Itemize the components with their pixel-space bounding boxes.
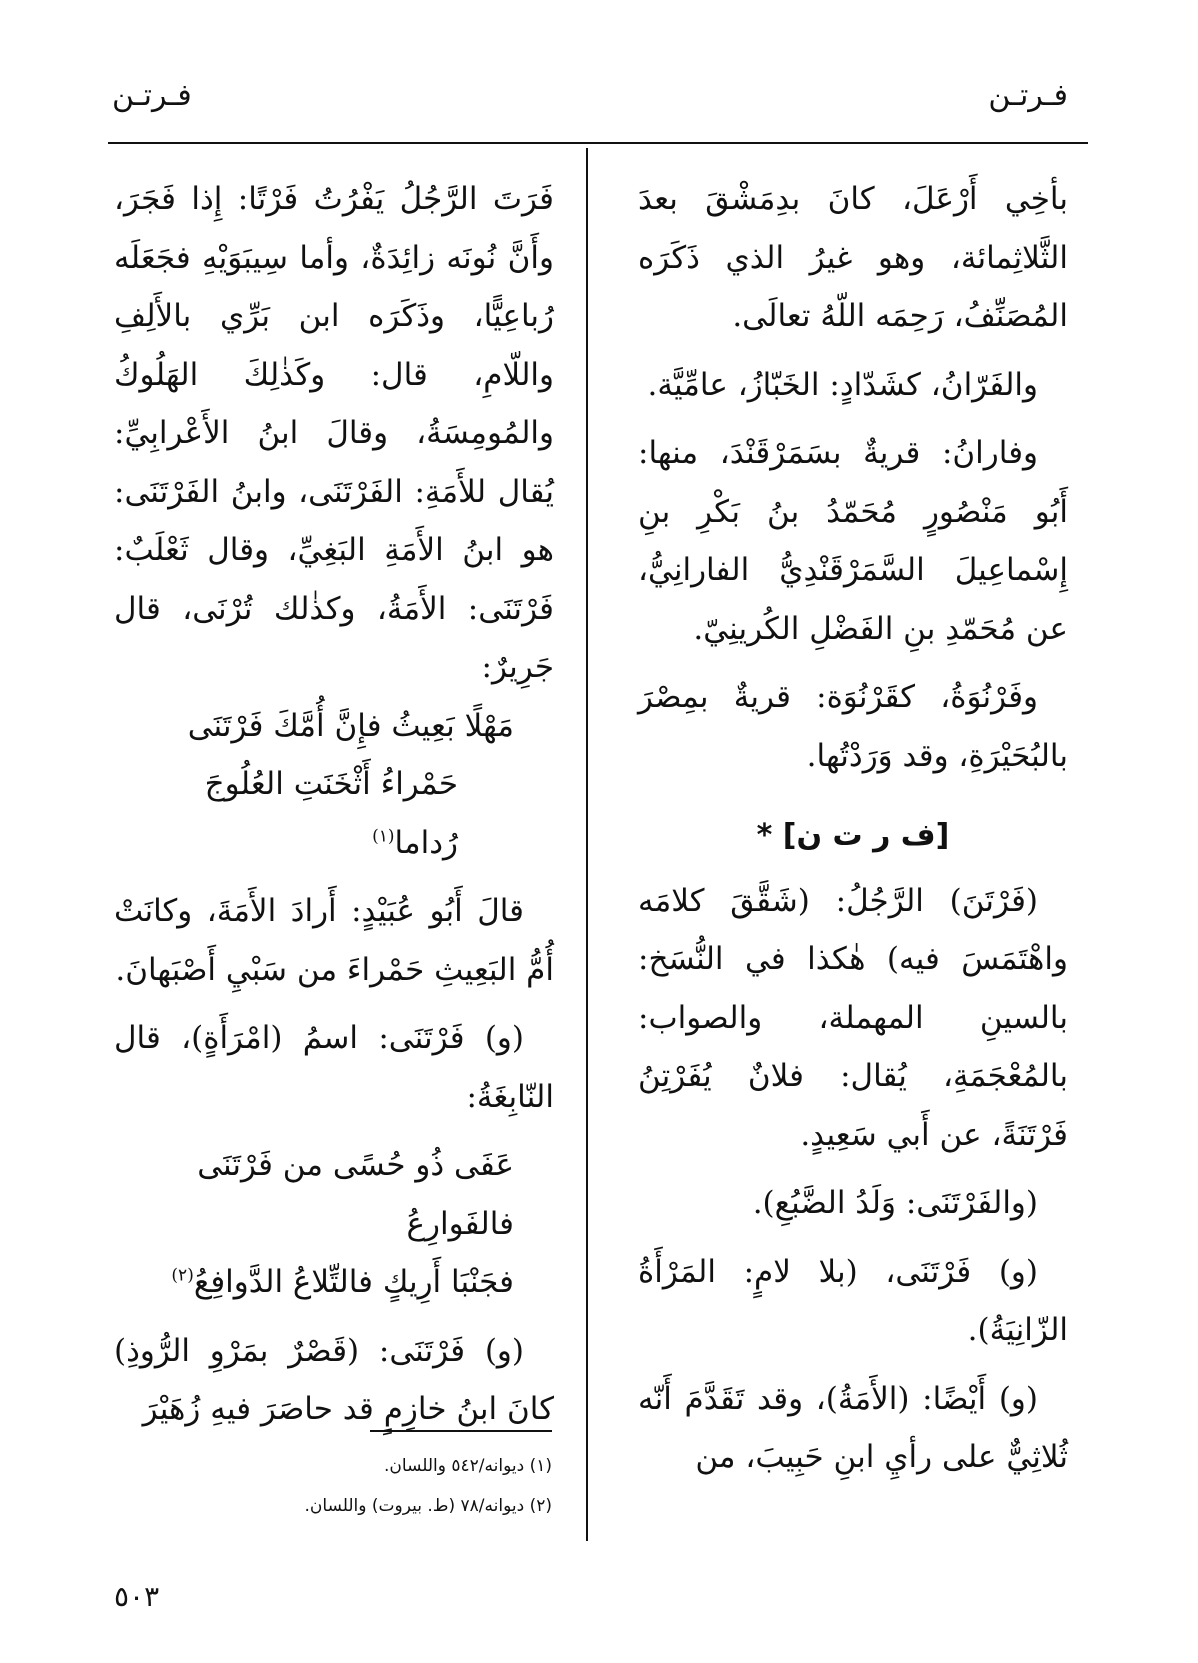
- column-divider: [586, 148, 588, 1541]
- paragraph: (و) أَيْضًا: (الأَمَةُ)، وقد تَقَدَّمَ أَنّه ثُلاثِيٌّ على رأيِ ابنِ حَبِيبَ، من: [638, 1380, 1068, 1475]
- footnote-ref: (١): [372, 826, 395, 847]
- verse-line: عَفَى ذُو حُسًى من فَرْتَنَى فالفَوارِعُ: [197, 1147, 514, 1242]
- verse: [114, 1136, 554, 1312]
- running-header-right: فـرتـن: [988, 78, 1068, 113]
- paragraph: والفَرّانُ، كشَدّادٍ: الخَبّازُ، عامِّيَّة.: [647, 366, 1038, 403]
- verse-line-text: فجَنْبَا أَرِيكٍ فالتِّلاعُ الدَّوافِعُ: [193, 1264, 514, 1300]
- entry-heading: [ف ر ت ن] *: [756, 818, 950, 853]
- paragraph: (والفَرْتَنَى: وَلَدُ الضَّبُعِ).: [752, 1185, 1038, 1221]
- paragraph: (و) فَرْتَنَى: (قَصْرٌ بمَرْوِ الرُّوذِ) كانَ ابنُ خازِمٍ قد حاصَرَ فيهِ زُهَيْرَ: [114, 1332, 554, 1427]
- footnotes: [112, 1446, 552, 1526]
- paragraph: قالَ أَبُو عُبَيْدٍ: أَرادَ الأَمَةَ، وكانَتْ أُمُّ البَعِيثِ حَمْراءَ من سَبْيِ أَصْبَهانَ.: [114, 893, 554, 988]
- paragraph: بأخِي أَرْعَلَ، كانَ بدِمَشْقَ بعدَ الثَّلاثِمائة، وهو غيرُ الذي ذَكَرَه المُصَنِّفُ، رَحِمَه اللّهُ تعالَى.: [638, 181, 1068, 334]
- verse-line: مَهْلًا بَعِيثُ فإِنَّ أُمَّكَ فَرْتَنَى: [187, 707, 514, 744]
- paragraph: وفارانُ: قريةٌ بسَمَرْقَنْدَ، منها: أَبُو مَنْصُورٍ مُحَمّدُ بنُ بَكْرِ بنِ إِسْماعِيلَ السَّمَرْقَنْدِيُّ الفارانِيُّ، عن مُحَمّدِ بنِ الفَضْلِ الكُرينِيّ.: [638, 435, 1068, 647]
- header-rule: [108, 142, 1088, 144]
- paragraph: وفَرْنُوَةُ، كقَرْنُوَة: قريةٌ بمِصْرَ بالبُحَيْرَةِ، وقد وَرَدْتُها.: [638, 679, 1068, 774]
- verse-line-text: حَمْراءُ أَثْخَنَتِ العُلُوجَ رُداما: [204, 766, 458, 861]
- running-header-left: فـرتـن: [112, 78, 192, 113]
- footnote-ref: (٢): [171, 1265, 194, 1286]
- paragraph: (و) فَرْتَنَى، (بلا لامٍ: المَرْأَةُ الزّانِيَةُ).: [638, 1253, 1068, 1348]
- paragraph: (و) فَرْتَنَى: اسمُ (امْرَأَةٍ)، قال النّابِغَةُ:: [114, 1020, 554, 1115]
- footnote: (١) ديوانه/٥٤٢ واللسان.: [384, 1456, 552, 1476]
- verse: [114, 697, 554, 873]
- left-column: [114, 170, 554, 1439]
- paragraph: (فَرْتَنَ) الرَّجُلُ: (شَقَّقَ كلامَه واهْتَمَسَ فيه) هٰكذا في النُّسَخ: بالسينِ المهملة، والصواب: بالمُعْجَمَةِ، يُقال: فلانٌ يُفَرْتِنُ فَرْتَنَةً، عن أَبي سَعِيدٍ.: [638, 882, 1068, 1153]
- verse-line: [114, 755, 554, 872]
- footnote: (٢) ديوانه/٧٨ (ط. بيروت) واللسان.: [304, 1496, 552, 1516]
- footnote-rule: [370, 1430, 552, 1432]
- page-number: ٥٠٣: [114, 1580, 160, 1613]
- verse-line: [114, 1253, 554, 1312]
- paragraph: فَرَتَ الرَّجُلُ يَفْرُتُ فَرْتًا: إِذا فَجَرَ، وأَنَّ نُونَه زائِدَةٌ، وأما سِيبَوَيْهِ فجَعَلَه رُباعِيًّا، وذَكَرَه ابن بَرِّي بالأَلِفِ واللّامِ، قال: وكَذٰلِكَ الهَلُوكُ والمُومِسَةُ، وقالَ ابنُ الأَعْرابِيِّ: يُقال للأَمَةِ: الفَرْتَنَى، وابنُ الفَرْتَنَى: هو ابنُ الأَمَةِ البَغِيِّ، وقال ثَعْلَبٌ: فَرْتَنَى: الأَمَةُ، وكذٰلك تُرْنَى، قال جَرِيرٌ:: [114, 181, 554, 685]
- right-column: [638, 170, 1068, 1487]
